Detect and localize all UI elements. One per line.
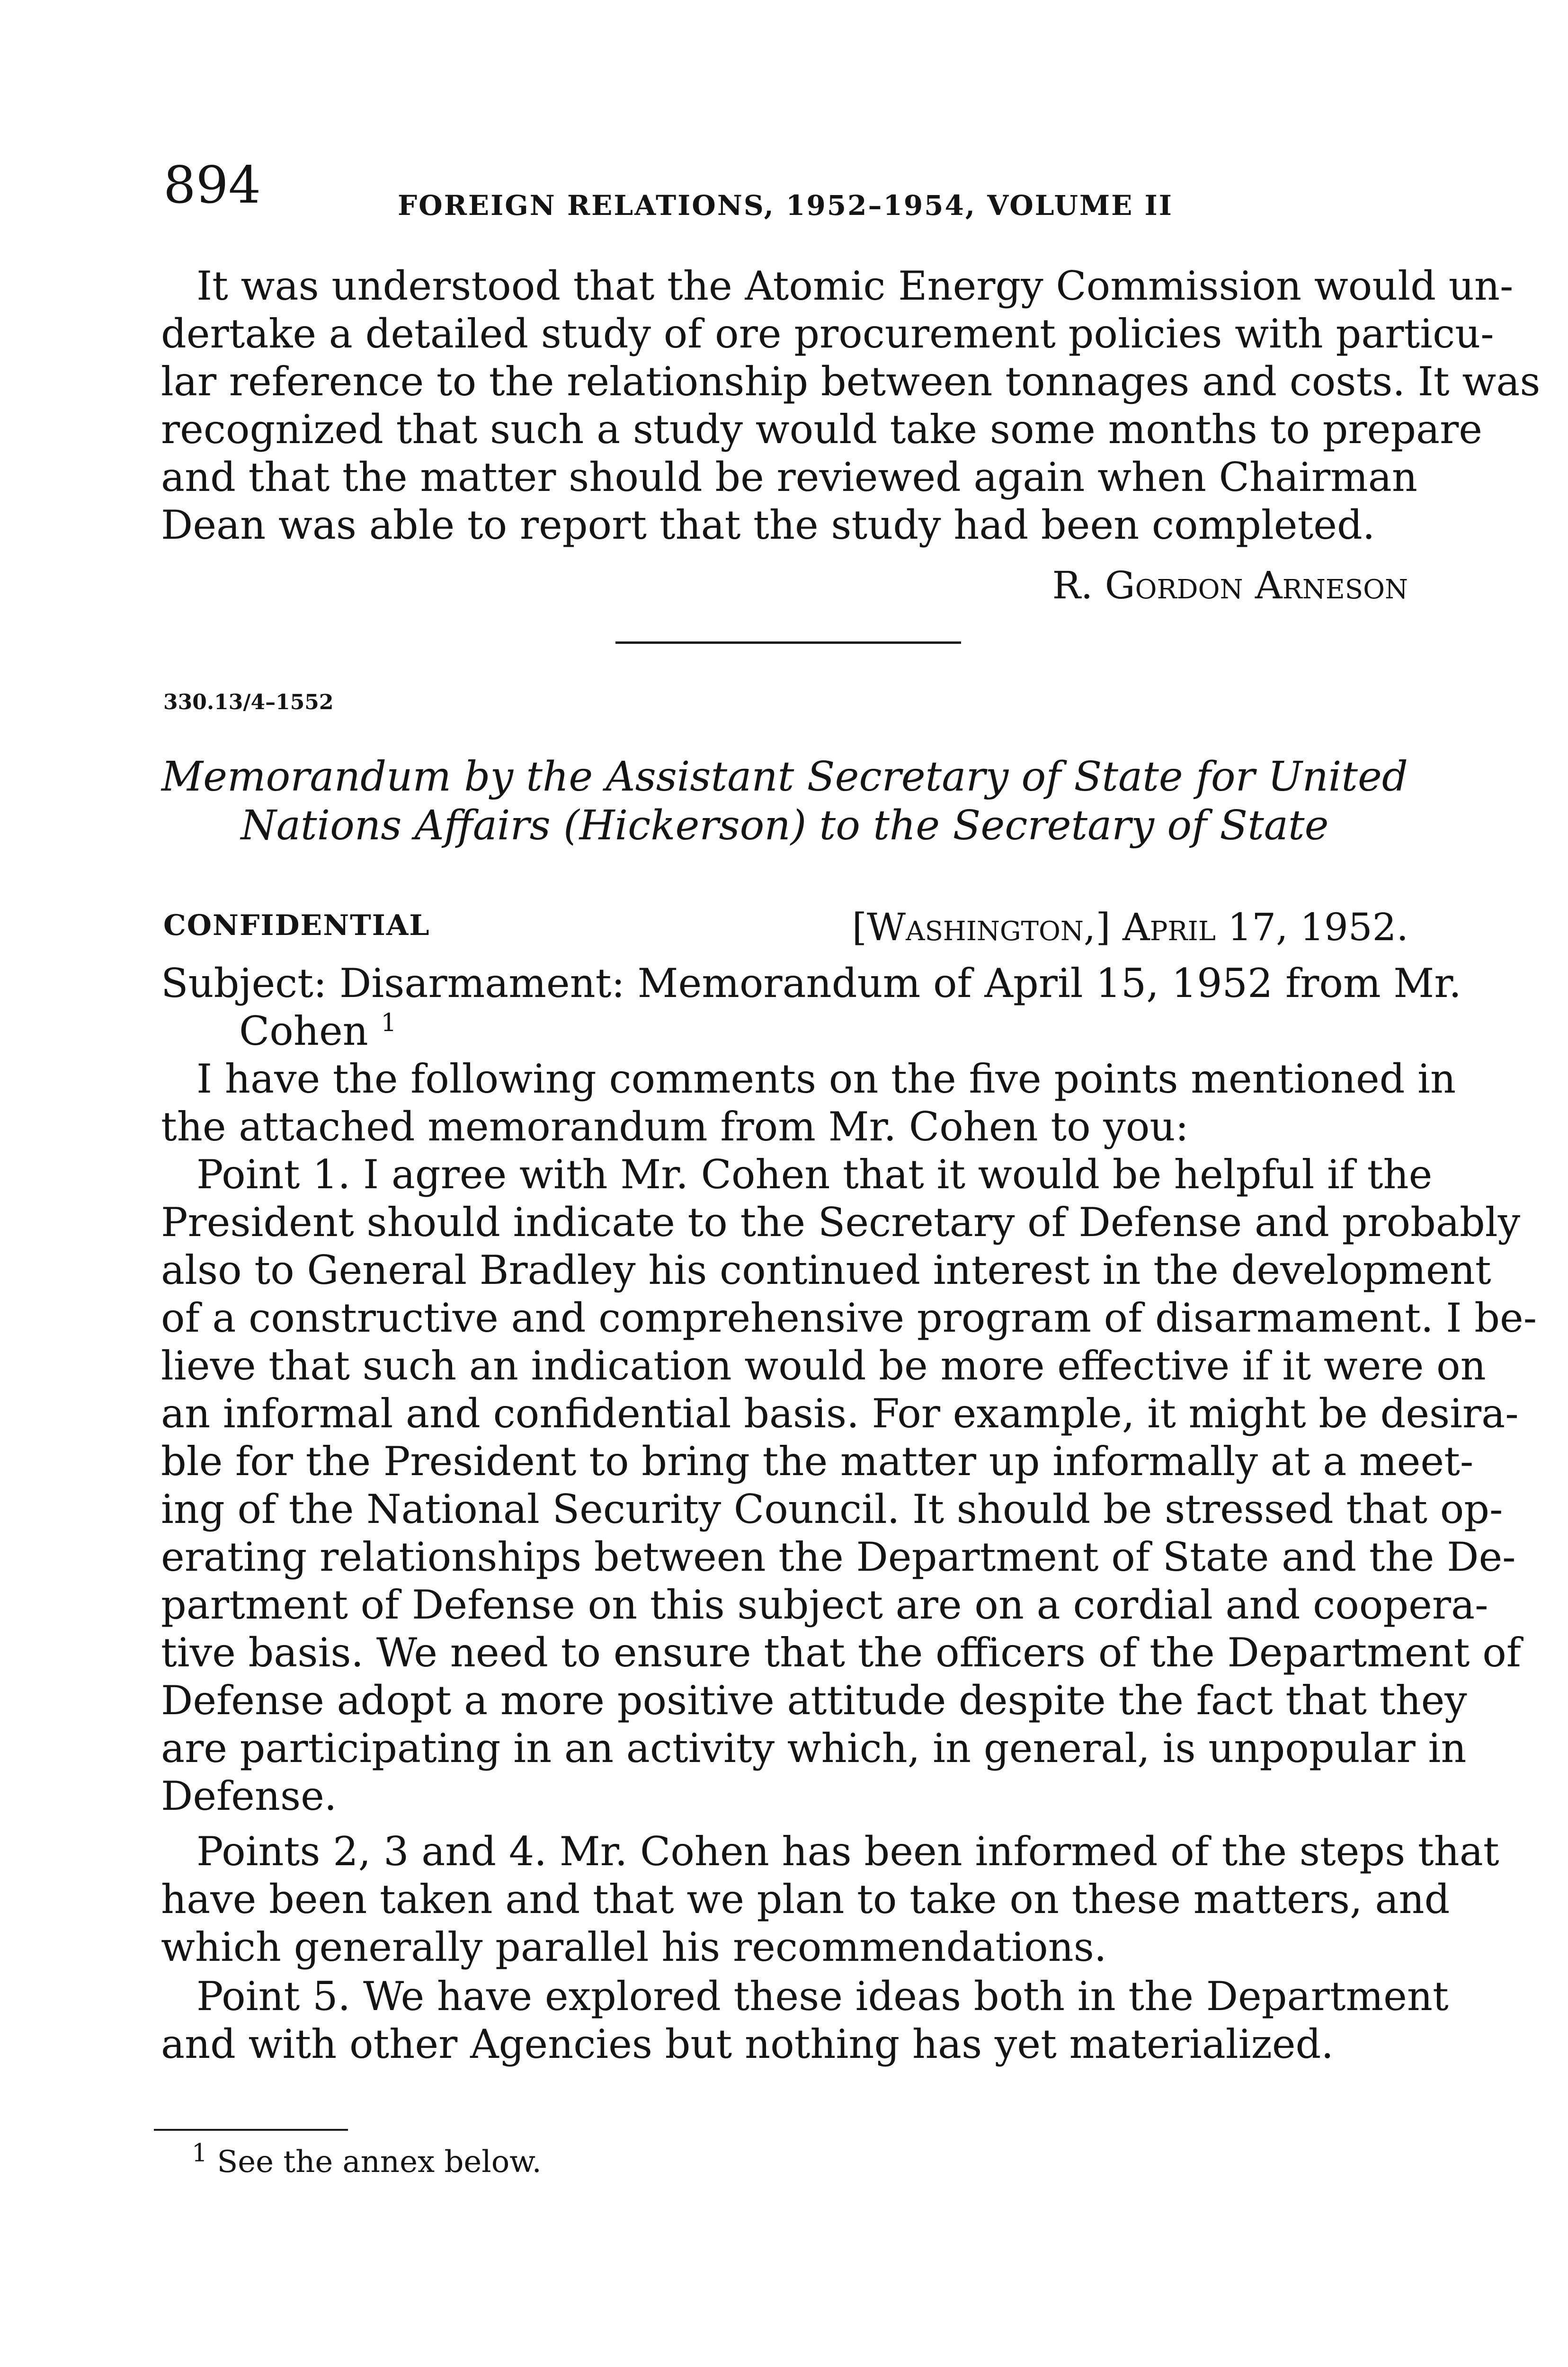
signature: R. Gordon Arneson bbox=[1052, 563, 1408, 607]
text-line: and with other Agencies but nothing has yet materialized. bbox=[161, 2021, 1334, 2067]
text-line: lar reference to the relationship between tonnages and costs. It was bbox=[161, 358, 1541, 405]
text-line: lieve that such an indication would be more effective if it were on bbox=[161, 1343, 1486, 1389]
footnote-text: See the annex below. bbox=[217, 2145, 542, 2180]
text-line: ble for the President to bring the matter up informally at a meet- bbox=[161, 1438, 1474, 1485]
text-line: It was understood that the Atomic Energy Commission would un- bbox=[196, 263, 1514, 309]
text-line: tive basis. We need to ensure that the officers of the Department of bbox=[161, 1629, 1521, 1676]
point-5-paragraph bbox=[161, 1973, 1449, 2069]
page-number: 894 bbox=[163, 156, 261, 215]
text-line: President should indicate to the Secretary of Defense and probably bbox=[161, 1199, 1521, 1246]
text-line: the attached memorandum from Mr. Cohen to you: bbox=[161, 1103, 1189, 1150]
point-1-paragraph bbox=[161, 1151, 1537, 1821]
text-line: also to General Bradley his continued interest in the development bbox=[161, 1247, 1491, 1293]
file-number: 330.13/4–1552 bbox=[163, 690, 334, 714]
footnote bbox=[192, 2139, 542, 2180]
text-line: recognized that such a study would take some months to prepare bbox=[161, 406, 1482, 453]
text-line: I have the following comments on the five points mentioned in bbox=[196, 1056, 1456, 1102]
title-line: Memorandum by the Assistant Secretary of State for United bbox=[161, 753, 1408, 801]
text-line: Point 5. We have explored these ideas both in the Department bbox=[196, 1973, 1449, 2020]
footnote-number: 1 bbox=[192, 2139, 208, 2168]
text-line: Defense. bbox=[161, 1773, 337, 1819]
text-line: partment of Defense on this subject are on a cordial and coopera- bbox=[161, 1582, 1488, 1628]
text-line: an informal and confidential basis. For example, it might be desira- bbox=[161, 1390, 1519, 1437]
text-line: have been taken and that we plan to take on these matters, and bbox=[161, 1876, 1450, 1922]
text-line: Point 1. I agree with Mr. Cohen that it would be helpful if the bbox=[196, 1151, 1433, 1198]
text-line: and that the matter should be reviewed again when Chairman bbox=[161, 454, 1417, 500]
text-line: of a constructive and comprehensive program of disarmament. I be- bbox=[161, 1295, 1537, 1341]
dateline: [Washington,] April 17, 1952. bbox=[852, 905, 1408, 949]
document-title bbox=[161, 753, 1408, 850]
running-head: FOREIGN RELATIONS, 1952–1954, VOLUME II bbox=[398, 189, 1173, 222]
subject-continuation: Cohen bbox=[239, 1008, 368, 1054]
text-line: Defense adopt a more positive attitude despite the fact that they bbox=[161, 1677, 1467, 1724]
title-line: Nations Affairs (Hickerson) to the Secretary of State bbox=[241, 802, 1329, 850]
text-line: are participating in an activity which, in general, is unpopular in bbox=[161, 1725, 1467, 1771]
footnote-divider bbox=[154, 2129, 348, 2131]
subject-line-2 bbox=[161, 1008, 1408, 1056]
points-2-4-paragraph bbox=[161, 1828, 1499, 1972]
text-line: dertake a detailed study of ore procurement policies with particu- bbox=[161, 311, 1494, 357]
intro-paragraph bbox=[161, 1056, 1456, 1151]
classification: CONFIDENTIAL bbox=[163, 909, 430, 942]
text-line: Points 2, 3 and 4. Mr. Cohen has been informed of the steps that bbox=[196, 1828, 1499, 1875]
text-line: ing of the National Security Council. It should be stressed that op- bbox=[161, 1486, 1503, 1532]
text-line: Dean was able to report that the study had been completed. bbox=[161, 502, 1375, 548]
section-divider bbox=[615, 641, 961, 644]
subject bbox=[161, 960, 1461, 1056]
footnote-reference: 1 bbox=[381, 1009, 397, 1037]
prev-document-paragraph bbox=[161, 263, 1541, 550]
text-line: erating relationships between the Department of State and the De- bbox=[161, 1534, 1516, 1580]
subject-line: Subject: Disarmament: Memorandum of April 15, 1952 from Mr. bbox=[161, 960, 1461, 1006]
text-line: which generally parallel his recommendations. bbox=[161, 1924, 1107, 1970]
